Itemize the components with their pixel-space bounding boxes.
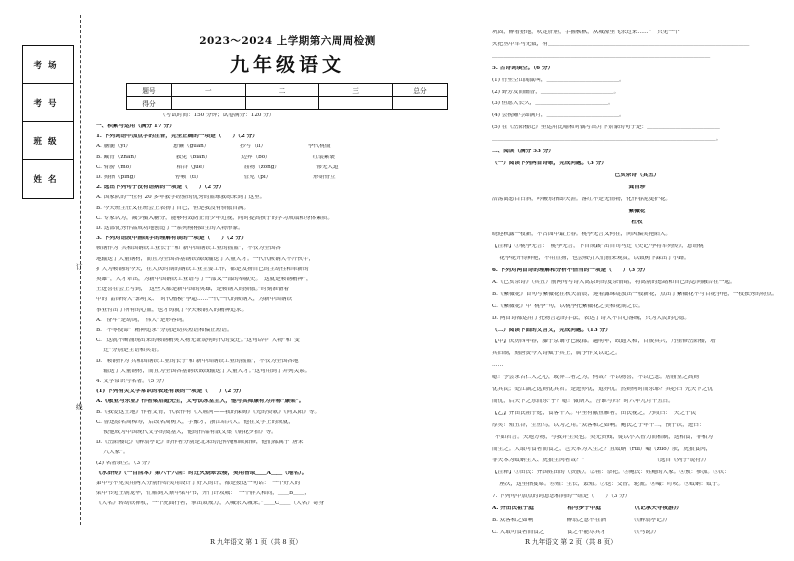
left-text-line: 王进喜在会上写到，“这些人都是新中国的英雄，是鞍钢人的骄傲。”时刻准备着 [96, 287, 290, 293]
left-text-line: A. “奋斗”是动词，“伟大”是形容词。 [96, 317, 188, 323]
left-text-line: 地输送了大量钢材，而且为全国各基钢铁战线输送了大量人才。一代代鞍钢人不斤伙牛， [96, 256, 315, 262]
left-text-line: B. 藏青（zhǎn） 教免（biàn） 边界（bō） 红装素裹 [96, 154, 335, 160]
left-text-line: 迁”分别是主语和宾语。 [96, 348, 163, 354]
left-text-line: 中的“雷锋传人”郭明义、“时代楷模”李超……一代一代的鞍钢人，为新中国钢铁 [96, 297, 293, 303]
left-text-line: C. 专家认为，减少摄入糖分，能够有效防止青少年近视，同时提高孩子的学习成绩和身体素质。 [96, 215, 333, 221]
name-label: 姓名 [33, 174, 63, 185]
right-text-line: (4) 会挽雕弓如满月，＿＿＿＿＿＿＿＿＿＿＿＿＿。 [492, 113, 625, 119]
left-text-line: 1. 下列词语中加点字的注音，完全正确的一项是（ ）（2 分） [96, 134, 258, 140]
exam-number-label: 考号 [23, 84, 73, 122]
right-text-line: (5) 在《岳阳楼记》里运用比喻和对偶写出月下景象的句子是：＿＿＿＿＿＿＿＿＿＿＿＿＿ [492, 125, 720, 131]
left-text-line: A.《敬业与乐业》作者梁启超先生，又号饮冰室主人，他与其师康有为并称“康梁”。 [96, 399, 305, 405]
left-text-line: C. 鲁迅原名周樟寿，后改名周树人，字豫才，浙江绍兴人。他在文学上的成就， [96, 419, 294, 425]
left-text-line: 4. 文学常识与名著。（5 分） [96, 379, 168, 384]
left-text-line: 3. 下列对语段中画线字的理解有误的一项是（ ）（2 分） [96, 236, 247, 242]
page-footer-right: R 九年语文 第 2 页（共 8 页） [525, 538, 617, 546]
page-footer-left: R 九年语文 第 1 页（共 8 页） [210, 538, 302, 546]
left-text-line: D. “鞍钢作为‘共和国钢铁工业的长子’和‘新中国钢铁工业的摇篮’，不仅为全国各地 [96, 358, 299, 364]
right-text-line: A.《己亥杂诗》（其五）前两句写诗人离京时的复杂情绪，将离别的愁绪和自己的志向融合在一起。 [492, 279, 736, 285]
right-text-line: ＿＿＿＿＿＿＿＿＿＿＿＿＿＿＿＿＿＿＿＿＿＿＿＿＿＿＿＿＿＿＿＿＿＿＿＿＿＿＿ [492, 53, 711, 59]
score-cell: 得分 [127, 97, 172, 110]
class-label: 班级 [23, 122, 73, 160]
score-cell: 总分 [393, 84, 448, 97]
right-text-line: (2) 野芳发而幽香，＿＿＿＿＿＿＿＿＿＿＿＿＿。 [492, 89, 620, 95]
right-text-line: 二、阅读（满分 53 分） [492, 149, 555, 154]
left-text-line: 第中号不见吴用两人分别作给吴用设计了好大的计，都是按这一句话：“一个好大的 [96, 481, 301, 486]
left-text-line: 一、积累与运用（满分 17 分） [96, 124, 175, 129]
score-cell: 三 [319, 84, 393, 97]
right-text-line: 紫薇花 [628, 208, 646, 214]
left-text-line: C. 臂膀（mó） 稻谷（jué） 屈物（zòng） 惨无人道 [96, 164, 339, 170]
right-text-line: 龚自珍 [628, 184, 646, 190]
left-text-line: 使他成为中国现代文学的奠基人，他的作品有散文集《朝花夕拾》等。 [96, 430, 277, 435]
score-cell: 题号 [127, 84, 172, 97]
right-text-line: （一）阅读下列两首诗歌，完成问题。（3 分） [492, 160, 607, 166]
right-text-line: 巩固，醉看搭地，吹定肝胆，手握枞枞，从城濠里飞杀过来……” 只见一个 [492, 30, 680, 35]
left-text-line: C. “这就不断涌现出来的鞍钢精英人物无证说明时代的变迁。”这句话中“人物”和“变 [96, 338, 300, 344]
binding-mark-ding: 订 [76, 263, 83, 271]
left-text-line: B. 今天班主任又在班会上表扬了自己，但是我没有骄傲自满。 [96, 205, 250, 211]
left-text-line: D. 这部优秀作品成功地创造了一系列栩栩如生的人物形象。 [96, 226, 244, 231]
left-text-line: A. 国家队的一位有 20 多年教学经验的优秀的篮球教练来到了这里。 [96, 195, 266, 201]
left-text-line: 鞍钢作为“共和国钢铁工业长子”和“新中国钢铁工业的摇篮”，不仅为全国各 [96, 246, 281, 252]
grade-subject-title: 九年级语文 [229, 54, 345, 76]
score-table [126, 83, 448, 110]
left-text-line: 2. 选出下列句子没有语病的一项是（ ）（2 分） [96, 185, 225, 191]
right-text-line: D. 两首诗都运用了托物言志的手法，表达了诗人不甘心落魄，只为人民的心愿。 [492, 315, 691, 321]
right-text-line: 6. 下列对两首诗的理解和分析不恰当的一项是（ ）（3 分） [492, 268, 649, 273]
score-table-score-row [127, 97, 448, 110]
left-text-line: 《水浒传》（一百回本）第六十六回：时迁火烧翠云楼，吴用智取＿＿A＿＿（地名）。 [96, 470, 308, 476]
left-text-line: D. 拇指（pīng） 停顿（tí） 管见（pǐ） 形销骨立 [96, 175, 336, 180]
right-text-line: ＿＿＿＿＿＿＿＿＿＿＿＿＿＿＿＿＿＿＿＿＿＿＿＿＿＿＿＿＿＿＿＿＿＿＿＿＿＿＿＿。 [492, 137, 722, 143]
right-text-line: …… [492, 363, 504, 369]
score-cell: 一 [172, 84, 246, 97]
right-text-line: C.《紫薇花》中“桃李”句，以桃李托紫薇花之美和花期之长。 [492, 303, 644, 309]
left-text-line: (1) 下列有关文学常识的表述有误的一项是（ ）（2 分） [96, 389, 245, 395]
right-text-line: 【注释】①田氏：齐国姓田的（贵族）。②祖：祭祀。③鲍氏：姓鲍的人家。④预：参加。⑤次： [492, 470, 730, 476]
right-text-line: A. 齐田氏祖于庭 相与步于中庭 （《记承天寺夜游》） [492, 506, 683, 511]
right-text-line: 5. 古诗词填空。（6 分） [492, 65, 554, 71]
right-text-line: 己亥杂诗（其五） [614, 172, 660, 178]
left-text-line: 梁中书见王朝龙华，忙解到大寨中梁中书，开门许攻城：“一个胖大和尚，＿＿B＿＿， [96, 491, 310, 497]
left-text-line: B.《我爱这土地》作者艾青，代表作有《大堰河——我的保姆》《光的赞歌》《向太阳》等。 [96, 409, 321, 415]
score-cell [245, 97, 319, 110]
score-cell [393, 97, 448, 110]
left-text-line: B. “不辱使命”“精神追求”分别是动宾短语和偏正短语。 [96, 328, 233, 333]
right-text-line: 而生之。人取可食者而食之，岂天本为人生之？且蚊蚋（ruì）嘬（zuō）肤，虎狼食肉， [492, 446, 712, 452]
right-text-line: 其旧制，刻唐贤今人诗赋于其上，属予作文以记之。 [492, 351, 621, 357]
exam-title: 2023～2024 上学期第六周周检测 [199, 35, 376, 47]
candidate-info-box [22, 45, 74, 199]
right-text-line: （二）阅读下面的文言文，完成问题。（13 分） [492, 327, 611, 333]
left-text-line: 扩大为鞍钢的今天，在大庆时期的钢铁工业主要工作，都是发扬自己的主动性和革新的 [96, 266, 309, 272]
right-text-line: 【注释】①桃李无言：“桃李无言，下自成蹊”出自司马迁《史记·李将军列传》，意谓桃 [492, 244, 704, 250]
right-text-line: 厚矣！殖五谷，生鱼鸟，以为之用。”众客和之如响。鲍氏之子年十二，预于次，进曰： [492, 422, 705, 428]
right-text-line: (1) 行至空山闻鼠叫，＿＿＿＿＿＿＿＿＿＿＿＿＿。 [492, 77, 625, 83]
right-text-line: 忧其民；处江湖之远则忧其君。是进亦忧，退亦忧。然则何时而乐耶？其必曰“先天下之忧 [492, 387, 714, 392]
right-text-line: 座次，这里指宴席。⑥殖：生长，繁殖。⑦迭：交替，轮流。⑧嘬：叮咬。⑨蚊蚋：蚊子。 [492, 482, 724, 488]
right-text-line: 非天本为蚊蚋生人、虎狼生肉者哉？” （选自《列子·说符》） [492, 458, 710, 464]
score-cell [172, 97, 246, 110]
left-text-line: (2) 名著填空。（3 分） [96, 460, 153, 466]
left-text-line: A. 脑髓（yǐ） 惫懒（guān） 抄写（lì） 李代桃僵 [96, 144, 331, 150]
right-text-line: 而忧，后天下之乐而乐”乎？噫！微斯人，吾谁与归？时六年九月十五日。 [492, 398, 674, 404]
right-text-line: “不如君言。天地万物，与我并生类也。类无贵贱，徒以小大智力而相制，迭相食，非相为 [492, 434, 714, 440]
score-cell [319, 97, 393, 110]
left-text-line: 八大家”。 [96, 450, 129, 456]
left-text-line: 《人名》转动铁禅杖，一个虎面行者，掣出双戒刀，大喊杀入城来。”＿＿C＿＿（人名）寄身 [96, 501, 325, 507]
right-text-line: B.《紫薇花》首句写紫薇花在秋天清晨，迎着露珠绽放出一枝新花，点出了紫薇花不与百花争艳，一枝独秀的特点。 [492, 291, 778, 297]
right-text-line: 7. 下列句中加点的词意思相同的一组是（ ）（3 分） [492, 494, 631, 500]
score-table-header-row [127, 84, 448, 97]
right-text-line: 【甲】庆历四年春，滕子京谪守巴陵郡。越明年，政通人和，百废具兴，乃重修岳阳楼，增 [492, 339, 716, 345]
left-text-line: D.《岳阳楼记》《醉翁亭记》的作者分别是北宋的范仲淹和欧阳修，他们都属于“唐宋 [96, 440, 304, 446]
right-text-line: B. 众客和之如响 醉翁之意不在酒 （《醉翁亭记》） [492, 517, 671, 523]
right-text-line: 杜牧 [631, 220, 643, 226]
left-text-line: 英雄”，人才辈出，为新中国钢铁工业谱写了一部又一部的奉献史。“这就是鞍钢精神”， [96, 277, 312, 282]
right-text-line: 火把丛中军马无数，有＿＿＿＿＿＿＿＿＿＿＿＿＿＿＿＿＿＿＿＿＿＿＿＿＿＿＿＿＿＿＿＿＿＿＿＿ [492, 41, 750, 47]
exam-info: （考试时间：150 分钟；试卷满分：120 分） [160, 113, 275, 118]
exam-room-label: 考场 [23, 46, 73, 84]
right-text-line: 晓迎秋露一枝新，不占园中最上春。桃李无言又何在，向风偏笑艳阳人。 [492, 232, 672, 238]
right-text-line: 花李花开得鲜艳，不用宣扬，也会吸引人们前来观赏，以致树下踩出了小路。 [492, 256, 690, 262]
binding-mark-xian: 线 [76, 403, 83, 411]
right-text-line: C. 人取可食者而食之 食之不能尽其才 （《马说》） [492, 529, 660, 535]
right-text-line: (3) 但愿人长久，＿＿＿＿＿＿＿＿＿＿＿＿＿。 [492, 101, 614, 107]
score-cell: 二 [245, 84, 319, 97]
right-text-line: 浩荡离愁白日斜，吟鞭东指即天涯。落红不是无情物，化作春泥更护花。 [492, 196, 672, 202]
left-text-line: 事业付出了所有的心血，也才铸就了今天鞍钢人的精神追求。 [96, 307, 248, 313]
right-text-line: 【乙】齐田氏祖于庭，食客千人。中坐有献鱼雁者，田氏视之，乃叹曰：“天之于民 [492, 410, 697, 416]
right-text-line: 噫！予尝求古仁人之心，或异二者之为，何哉？不以物喜，不以己悲。居庙堂之高则 [492, 375, 699, 381]
left-text-line: 输送了大量钢材，而且为全国各基钢铁战线输送了大量人才。”这句用到了并列关系。 [96, 368, 311, 374]
